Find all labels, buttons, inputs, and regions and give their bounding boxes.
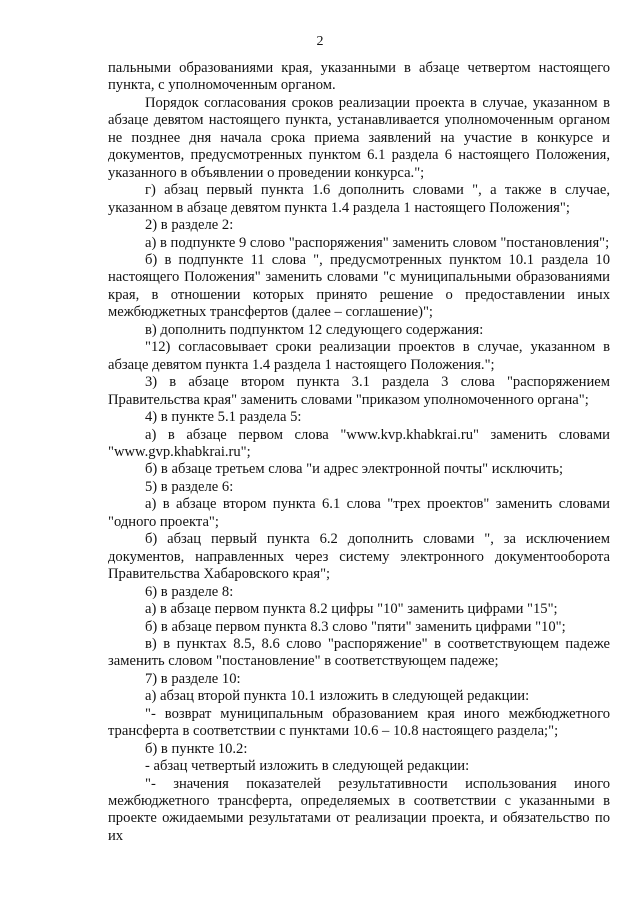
paragraph: б) в абзаце первом пункта 8.3 слово "пяти" заменить цифрами "10"; <box>145 618 566 635</box>
paragraph: "12) согласовывает сроки реализации проектов в случае, указанном в абзаце девятом пункта 1.4 раздела 1 настоящего Положения."; <box>108 339 610 373</box>
paragraph: "- значения показателей результативности использования иного межбюджетного трансферта, определяемых в соответствии с указанными в проекте ожидаемыми результатами от реализации проекта, и обязательство по их <box>108 775 610 844</box>
page-number: 2 <box>316 34 324 49</box>
document-body <box>108 60 610 845</box>
paragraph: 7) в разделе 10: <box>145 670 241 687</box>
paragraph: г) абзац первый пункта 1.6 дополнить словами ", а также в случае, указанном в абзаце девятом пункта 1.4 раздела 1 настоящего Положения"; <box>108 182 610 216</box>
paragraph: а) в абзаце первом пункта 8.2 цифры "10" заменить цифрами "15"; <box>145 601 558 618</box>
paragraph: а) в подпункте 9 слово "распоряжения" заменить словом "постановления"; <box>145 234 610 251</box>
paragraph: - абзац четвертый изложить в следующей редакции: <box>145 758 470 775</box>
paragraph: а) абзац второй пункта 10.1 изложить в следующей редакции: <box>145 688 530 705</box>
paragraph: в) в пунктах 8.5, 8.6 слово "распоряжение" в соответствующем падеже заменить словом "постановление" в соответствующем падеже; <box>108 635 610 670</box>
paragraph: б) в пункте 10.2: <box>145 740 248 757</box>
paragraph: "- возврат муниципальным образованием края иного межбюджетного трансферта в соответствии с пунктами 10.6 – 10.8 настоящего раздела;"; <box>108 705 610 740</box>
paragraph: 6) в разделе 8: <box>145 583 234 600</box>
paragraph: 2) в разделе 2: <box>145 217 234 234</box>
paragraph: б) абзац первый пункта 6.2 дополнить словами ", за исключением документов, направленных через систему электронного документооборота Правительства Хабаровского края"; <box>108 531 610 583</box>
paragraph: а) в абзаце первом слова "www.kvp.khabkrai.ru" заменить словами "www.gvp.khabkrai.ru"; <box>108 426 610 460</box>
paragraph: пальными образованиями края, указанными в абзаце четвертом настоящего пункта, с уполномоченным органом. <box>108 60 610 94</box>
paragraph: 4) в пункте 5.1 раздела 5: <box>145 409 302 426</box>
paragraph: в) дополнить подпунктом 12 следующего содержания: <box>145 321 484 338</box>
paragraph: 5) в разделе 6: <box>145 478 234 495</box>
paragraph: а) в абзаце втором пункта 6.1 слова "трех проектов" заменить словами "одного проекта"; <box>108 496 610 530</box>
paragraph: б) в подпункте 11 слова ", предусмотренных пунктом 10.1 раздела 10 настоящего Положения" заменить словами "с муниципальными образованиями края, в отношении которых принято решение о предоставлении иных межбюджетных трансфертов (далее – соглашение)"; <box>108 251 610 321</box>
paragraph: б) в абзаце третьем слова "и адрес электронной почты" исключить; <box>145 461 564 478</box>
paragraph: 3) в абзаце втором пункта 3.1 раздела 3 слова "распоряжением Правительства края" заменить словами "приказом уполномоченного органа"; <box>108 374 610 408</box>
paragraph: Порядок согласования сроков реализации проекта в случае, указанном в абзаце девятом настоящего пункта, устанавливается уполномоченным органом не позднее дня начала срока приема заявлений на участие в конкурсе и документов, предусмотренных пунктом 6.1 раздела 6 настоящего Положения, указанного в объявлении о проведении конкурса."; <box>108 94 610 181</box>
